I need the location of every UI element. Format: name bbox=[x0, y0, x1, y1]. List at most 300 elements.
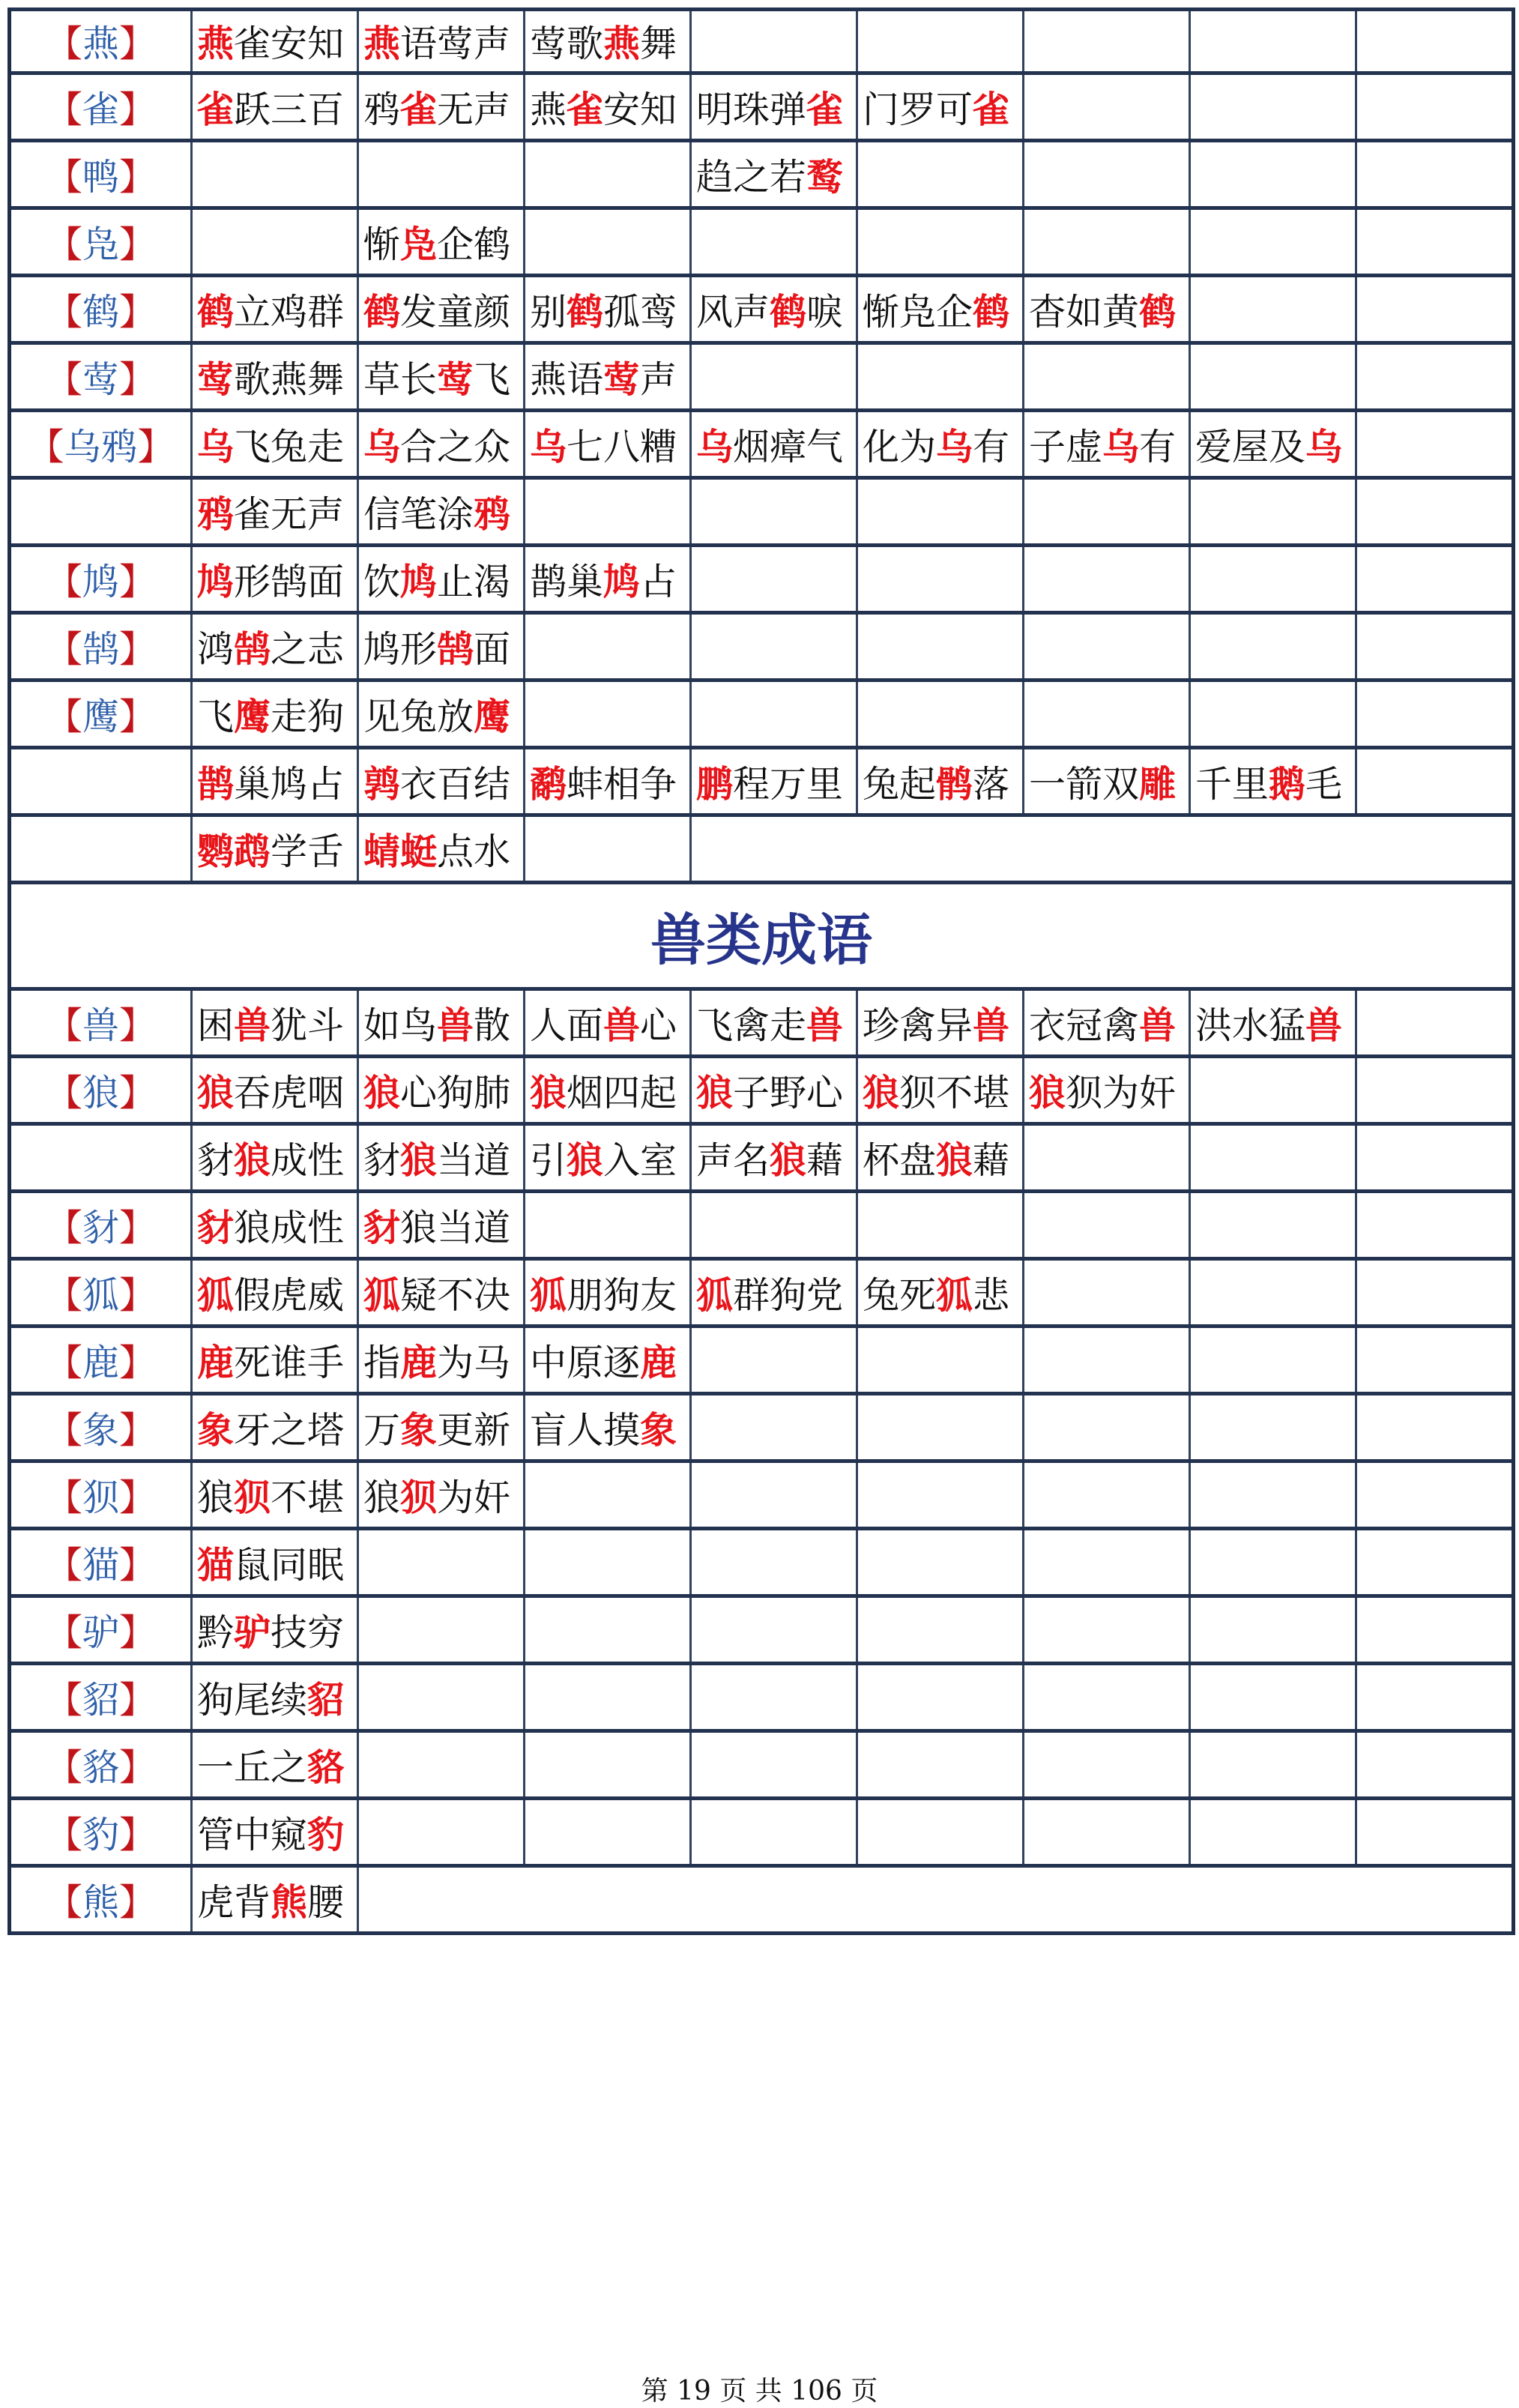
row-header-char: 【 狈 】 bbox=[11, 1463, 193, 1527]
idiom-cell bbox=[525, 1193, 692, 1257]
idiom-text: 困 bbox=[197, 1004, 235, 1047]
highlighted-char: 鹊 bbox=[197, 761, 235, 806]
idiom-cell bbox=[692, 1800, 858, 1864]
highlighted-char: 鹿 bbox=[640, 1340, 677, 1384]
highlighted-char: 象 bbox=[640, 1407, 677, 1452]
idiom-cell bbox=[692, 210, 858, 274]
idiom-text: 成性 bbox=[271, 1138, 345, 1182]
highlighted-char: 乌 bbox=[1102, 424, 1140, 468]
idiom-text: 狼 bbox=[197, 1476, 235, 1519]
highlighted-char: 狐 bbox=[197, 1273, 235, 1317]
highlighted-char: 燕 bbox=[197, 22, 235, 65]
highlighted-char: 驴 bbox=[234, 1610, 271, 1654]
idiom-text: 声 bbox=[640, 357, 677, 401]
table-row bbox=[11, 1126, 1512, 1193]
highlighted-char: 狼 bbox=[363, 1070, 401, 1114]
row-header-char: 【 猫 】 bbox=[11, 1530, 193, 1594]
highlighted-char: 象 bbox=[400, 1407, 438, 1452]
row-header-char: 【 貂 】 bbox=[11, 1665, 193, 1729]
highlighted-char: 狼 bbox=[770, 1138, 807, 1182]
idiom-text: 飞 bbox=[474, 357, 511, 401]
highlighted-char: 狈 bbox=[234, 1475, 271, 1519]
idiom-cell bbox=[1024, 277, 1191, 341]
idiom-cell bbox=[1191, 1193, 1357, 1257]
idiom-cell bbox=[1024, 1598, 1191, 1662]
idiom-cell bbox=[692, 1463, 858, 1527]
highlighted-char: 鹤 bbox=[567, 289, 604, 334]
idiom-cell bbox=[858, 1665, 1024, 1729]
idiom-cell bbox=[193, 991, 359, 1054]
idiom-cell bbox=[1191, 1058, 1357, 1122]
idiom-cell bbox=[858, 991, 1024, 1054]
row-header-char: 【 雀 】 bbox=[11, 75, 193, 139]
idiom-cell bbox=[1357, 412, 1519, 476]
idiom-cell bbox=[525, 142, 692, 206]
highlighted-char: 鹅 bbox=[1269, 761, 1306, 806]
idiom-text: 管中窥 bbox=[197, 1813, 308, 1856]
table-row bbox=[11, 1328, 1512, 1395]
idiom-text: 立鸡群 bbox=[234, 290, 345, 334]
idiom-text: 腰 bbox=[307, 1880, 345, 1924]
idiom-text: 燕语 bbox=[530, 357, 604, 401]
idiom-cell bbox=[1357, 615, 1519, 678]
idiom-text: 鸦 bbox=[363, 88, 401, 131]
idiom-text: 吞虎咽 bbox=[234, 1071, 345, 1114]
idiom-text: 有 bbox=[973, 425, 1010, 468]
idiom-text: 散 bbox=[474, 1004, 511, 1047]
highlighted-char: 狼 bbox=[567, 1138, 604, 1182]
table-row bbox=[11, 277, 1512, 345]
highlighted-char: 鹄 bbox=[437, 627, 474, 671]
idiom-cell bbox=[359, 547, 525, 611]
row-header-char bbox=[11, 1126, 193, 1189]
idiom-cell bbox=[692, 1665, 858, 1729]
idiom-cell bbox=[525, 11, 692, 71]
highlighted-char: 鹄 bbox=[234, 627, 271, 671]
idiom-cell bbox=[1191, 142, 1357, 206]
idiom-text: 衣冠禽 bbox=[1029, 1004, 1140, 1047]
idiom-cell bbox=[858, 1328, 1024, 1392]
idiom-cell bbox=[1024, 1126, 1191, 1189]
idiom-text: 珍禽异 bbox=[863, 1004, 973, 1047]
idiom-text: 学舌 bbox=[271, 830, 345, 873]
idiom-cell bbox=[193, 1463, 359, 1527]
idiom-cell bbox=[359, 991, 525, 1054]
idiom-text: 杳如黄 bbox=[1029, 290, 1140, 334]
highlighted-char: 燕 bbox=[363, 22, 401, 65]
idiom-cell bbox=[1191, 1463, 1357, 1527]
idiom-text: 企鹤 bbox=[437, 223, 511, 266]
highlighted-char: 狼 bbox=[696, 1070, 734, 1114]
idiom-cell bbox=[1357, 1800, 1519, 1864]
row-header-char: 【 驴 】 bbox=[11, 1598, 193, 1662]
highlighted-char: 兽 bbox=[234, 1003, 271, 1047]
idiom-cell bbox=[1024, 412, 1191, 476]
highlighted-char: 乌 bbox=[1305, 424, 1343, 468]
idiom-text: 鹊巢 bbox=[530, 560, 604, 603]
idiom-text: 心狗肺 bbox=[400, 1071, 511, 1114]
table-row bbox=[11, 991, 1512, 1058]
table-row bbox=[11, 1058, 1512, 1126]
idiom-cell bbox=[1357, 682, 1519, 746]
idiom-text: 狼 bbox=[363, 1476, 401, 1519]
table-row bbox=[11, 345, 1512, 412]
idiom-cell bbox=[359, 1800, 525, 1864]
row-header-char: 【 豺 】 bbox=[11, 1193, 193, 1257]
idiom-cell bbox=[1191, 1328, 1357, 1392]
idiom-cell bbox=[692, 1530, 858, 1594]
idiom-cell bbox=[359, 142, 525, 206]
table-row bbox=[11, 1733, 1512, 1800]
highlighted-char: 兽 bbox=[1305, 1003, 1343, 1047]
idiom-cell bbox=[525, 1665, 692, 1729]
row-header-char: 【 凫 】 bbox=[11, 210, 193, 274]
idiom-cell bbox=[525, 1058, 692, 1122]
idiom-text: 子虚 bbox=[1029, 425, 1103, 468]
idiom-cell bbox=[193, 1058, 359, 1122]
idiom-text: 虎背 bbox=[197, 1880, 271, 1924]
idiom-text: 安知 bbox=[603, 88, 677, 131]
idiom-cell bbox=[692, 1126, 858, 1189]
idiom-text: 悲 bbox=[973, 1273, 1010, 1317]
idiom-cell bbox=[1357, 1733, 1519, 1796]
idiom-text: 合之众 bbox=[400, 425, 511, 468]
beast-section-heading bbox=[7, 884, 1515, 991]
highlighted-char: 鹘 bbox=[936, 761, 973, 806]
highlighted-char: 熊 bbox=[271, 1880, 308, 1924]
idiom-text: 烟瘴气 bbox=[733, 425, 844, 468]
bird-idioms-section bbox=[7, 7, 1515, 884]
row-header-char: 【 鹿 】 bbox=[11, 1328, 193, 1392]
idiom-cell bbox=[1191, 615, 1357, 678]
idiom-cell bbox=[1357, 1463, 1519, 1527]
idiom-cell bbox=[1191, 682, 1357, 746]
table-row bbox=[11, 615, 1512, 682]
idiom-text: 飞禽走 bbox=[696, 1004, 807, 1047]
idiom-cell bbox=[1357, 1395, 1519, 1459]
highlighted-char: 狐 bbox=[530, 1273, 567, 1317]
highlighted-char: 莺 bbox=[437, 357, 474, 401]
idiom-text: 孤鸾 bbox=[603, 290, 677, 334]
idiom-cell bbox=[359, 1530, 525, 1594]
idiom-text: 蚌相争 bbox=[567, 762, 677, 806]
idiom-cell bbox=[525, 1126, 692, 1189]
idiom-cell bbox=[1357, 1058, 1519, 1122]
row-header-char: 【 狼 】 bbox=[11, 1058, 193, 1122]
idiom-text: 入室 bbox=[603, 1138, 677, 1182]
idiom-cell bbox=[525, 277, 692, 341]
idiom-text: 衣百结 bbox=[400, 762, 511, 806]
idiom-cell bbox=[692, 75, 858, 139]
idiom-cell bbox=[359, 75, 525, 139]
idiom-cell bbox=[359, 210, 525, 274]
idiom-cell bbox=[1357, 75, 1519, 139]
highlighted-char: 鹤 bbox=[1139, 289, 1177, 334]
idiom-text: 有 bbox=[1139, 425, 1177, 468]
idiom-cell bbox=[1191, 11, 1357, 71]
idiom-cell bbox=[858, 412, 1024, 476]
idiom-text: 藉 bbox=[973, 1138, 1010, 1182]
idiom-cell bbox=[359, 1665, 525, 1729]
idiom-text: 无声 bbox=[437, 88, 511, 131]
idiom-text: 跃三百 bbox=[234, 88, 345, 131]
idiom-text: 指 bbox=[363, 1341, 401, 1384]
table-row bbox=[11, 1868, 1512, 1935]
highlighted-char: 鹤 bbox=[363, 289, 401, 334]
idiom-cell bbox=[692, 480, 858, 543]
row-header-char: 【 兽 】 bbox=[11, 991, 193, 1054]
idiom-cell bbox=[858, 210, 1024, 274]
idiom-cell bbox=[858, 1530, 1024, 1594]
highlighted-char: 鹰 bbox=[234, 694, 271, 738]
idiom-cell bbox=[1357, 1261, 1519, 1324]
idiom-cell bbox=[525, 1395, 692, 1459]
idiom-text: 狼成性 bbox=[234, 1206, 345, 1249]
highlighted-char: 鹑 bbox=[363, 761, 401, 806]
idiom-text: 藉 bbox=[806, 1138, 844, 1182]
idiom-text: 唳 bbox=[806, 290, 844, 334]
idiom-cell bbox=[193, 1261, 359, 1324]
idiom-cell bbox=[1024, 1328, 1191, 1392]
idiom-cell bbox=[1024, 210, 1191, 274]
idiom-cell bbox=[1191, 1530, 1357, 1594]
idiom-cell bbox=[525, 1463, 692, 1527]
idiom-text: 疑不决 bbox=[400, 1273, 511, 1317]
table-row bbox=[11, 1665, 1512, 1733]
idiom-cell bbox=[858, 749, 1024, 813]
idiom-cell bbox=[1024, 11, 1191, 71]
idiom-cell bbox=[858, 142, 1024, 206]
highlighted-char: 兽 bbox=[1139, 1003, 1177, 1047]
highlighted-char: 狼 bbox=[936, 1138, 973, 1182]
highlighted-char: 鹤 bbox=[197, 289, 235, 334]
highlighted-char: 乌 bbox=[197, 424, 235, 468]
idiom-text: 假虎威 bbox=[234, 1273, 345, 1317]
highlighted-char: 兽 bbox=[437, 1003, 474, 1047]
idiom-text: 面 bbox=[474, 627, 511, 671]
idiom-text: 万 bbox=[363, 1408, 401, 1452]
idiom-cell bbox=[692, 817, 1357, 881]
idiom-cell bbox=[858, 480, 1024, 543]
idiom-cell bbox=[858, 682, 1024, 746]
highlighted-char: 兽 bbox=[603, 1003, 641, 1047]
idiom-cell bbox=[193, 1126, 359, 1189]
idiom-cell bbox=[359, 277, 525, 341]
idiom-text: 爱屋及 bbox=[1195, 425, 1306, 468]
idiom-cell bbox=[692, 1395, 858, 1459]
idiom-cell bbox=[1191, 1733, 1357, 1796]
idiom-cell bbox=[1024, 1193, 1191, 1257]
idiom-text: 占 bbox=[640, 560, 677, 603]
idiom-cell bbox=[858, 615, 1024, 678]
idiom-text: 信笔涂 bbox=[363, 492, 474, 536]
row-header-char bbox=[11, 480, 193, 543]
idiom-text: 发童颜 bbox=[400, 290, 511, 334]
idiom-cell bbox=[692, 1328, 858, 1392]
idiom-cell bbox=[1024, 142, 1191, 206]
idiom-text: 雀安知 bbox=[234, 22, 345, 65]
idiom-text: 兔起 bbox=[863, 762, 937, 806]
highlighted-char: 雕 bbox=[1139, 761, 1177, 806]
idiom-text: 飞兔走 bbox=[234, 425, 345, 468]
highlighted-char: 雀 bbox=[197, 87, 235, 131]
idiom-cell bbox=[858, 1058, 1024, 1122]
table-row bbox=[11, 1598, 1512, 1665]
idiom-cell bbox=[359, 1463, 525, 1527]
idiom-text: 趋之若 bbox=[696, 155, 807, 199]
idiom-text: 狈为奸 bbox=[1066, 1071, 1177, 1114]
idiom-text: 化为 bbox=[863, 425, 937, 468]
row-header-char: 【 鸭 】 bbox=[11, 142, 193, 206]
idiom-text: 惭 bbox=[363, 223, 401, 266]
idiom-cell bbox=[193, 817, 359, 881]
highlighted-char: 狐 bbox=[696, 1273, 734, 1317]
idiom-cell bbox=[359, 1598, 525, 1662]
idiom-cell bbox=[1191, 1800, 1357, 1864]
idiom-text: 舞 bbox=[640, 22, 677, 65]
idiom-cell bbox=[1024, 1463, 1191, 1527]
idiom-cell bbox=[525, 1598, 692, 1662]
idiom-cell bbox=[193, 75, 359, 139]
idiom-cell bbox=[525, 210, 692, 274]
table-row bbox=[11, 480, 1512, 547]
idiom-cell bbox=[858, 1733, 1024, 1796]
table-row bbox=[11, 75, 1512, 142]
idiom-cell bbox=[525, 615, 692, 678]
idiom-text: 一丘之 bbox=[197, 1745, 308, 1789]
idiom-text: 子野心 bbox=[733, 1071, 844, 1114]
row-header-char: 【 貉 】 bbox=[11, 1733, 193, 1796]
highlighted-char: 豹 bbox=[307, 1812, 345, 1856]
idiom-text: 为奸 bbox=[437, 1476, 511, 1519]
idiom-cell bbox=[692, 682, 858, 746]
idiom-cell bbox=[193, 1598, 359, 1662]
idiom-cell bbox=[1357, 1598, 1519, 1662]
idiom-cell bbox=[193, 615, 359, 678]
idiom-cell bbox=[193, 547, 359, 611]
idiom-cell bbox=[193, 1733, 359, 1796]
table-row bbox=[11, 547, 1512, 615]
idiom-cell bbox=[858, 1800, 1024, 1864]
idiom-text: 点水 bbox=[437, 830, 511, 873]
idiom-cell bbox=[193, 11, 359, 71]
idiom-text: 人面 bbox=[530, 1004, 604, 1047]
idiom-cell bbox=[692, 412, 858, 476]
idiom-cell bbox=[692, 11, 858, 71]
highlighted-char: 狼 bbox=[400, 1138, 438, 1182]
idiom-text: 落 bbox=[973, 762, 1010, 806]
highlighted-char: 凫 bbox=[400, 222, 438, 266]
idiom-cell bbox=[525, 1261, 692, 1324]
idiom-cell bbox=[359, 817, 525, 881]
idiom-cell bbox=[1191, 547, 1357, 611]
idiom-text: 七八糟 bbox=[567, 425, 677, 468]
idiom-cell bbox=[359, 480, 525, 543]
idiom-cell bbox=[692, 142, 858, 206]
highlighted-char: 狼 bbox=[1029, 1070, 1066, 1114]
idiom-cell bbox=[858, 1126, 1024, 1189]
idiom-text: 别 bbox=[530, 290, 567, 334]
idiom-text: 更新 bbox=[437, 1408, 511, 1452]
table-row bbox=[11, 1463, 1512, 1530]
idiom-cell bbox=[359, 1193, 525, 1257]
highlighted-char: 乌 bbox=[530, 424, 567, 468]
highlighted-char: 莺 bbox=[603, 357, 641, 401]
idiom-text: 技穷 bbox=[271, 1611, 345, 1654]
beast-idioms-section bbox=[7, 991, 1515, 1935]
highlighted-char: 鹤 bbox=[770, 289, 807, 334]
idiom-text: 心 bbox=[640, 1004, 677, 1047]
idiom-cell bbox=[193, 277, 359, 341]
highlighted-char: 鸦 bbox=[474, 492, 511, 536]
highlighted-char: 鸠 bbox=[197, 559, 235, 603]
idiom-text: 门罗可 bbox=[863, 88, 973, 131]
idiom-cell bbox=[193, 1328, 359, 1392]
idiom-text: 莺歌 bbox=[530, 22, 604, 65]
idiom-cell bbox=[1024, 1395, 1191, 1459]
idiom-cell bbox=[692, 1598, 858, 1662]
idiom-text: 巢鸠占 bbox=[234, 762, 345, 806]
idiom-cell bbox=[1357, 480, 1519, 543]
idiom-cell bbox=[1024, 1530, 1191, 1594]
idiom-cell bbox=[1024, 991, 1191, 1054]
row-header-char bbox=[11, 749, 193, 813]
idiom-text: 为马 bbox=[437, 1341, 511, 1384]
idiom-text: 燕 bbox=[530, 88, 567, 131]
idiom-cell bbox=[359, 1058, 525, 1122]
highlighted-char: 鸠 bbox=[603, 559, 641, 603]
highlighted-char: 鹏 bbox=[696, 761, 734, 806]
idiom-cell bbox=[1024, 75, 1191, 139]
highlighted-char: 豺 bbox=[363, 1205, 401, 1249]
idiom-cell bbox=[1024, 1665, 1191, 1729]
idiom-cell bbox=[1357, 547, 1519, 611]
idiom-text: 飞 bbox=[197, 695, 235, 738]
highlighted-char: 象 bbox=[197, 1407, 235, 1452]
idiom-cell bbox=[359, 1328, 525, 1392]
idiom-cell bbox=[1024, 345, 1191, 408]
idiom-cell bbox=[359, 1733, 525, 1796]
highlighted-char: 乌 bbox=[363, 424, 401, 468]
row-header-char: 【 鹤 】 bbox=[11, 277, 193, 341]
table-row bbox=[11, 682, 1512, 749]
row-header-char: 【 燕 】 bbox=[11, 11, 193, 71]
idiom-cell bbox=[858, 1395, 1024, 1459]
table-row bbox=[11, 210, 1512, 277]
idiom-cell bbox=[692, 277, 858, 341]
idiom-cell bbox=[193, 1193, 359, 1257]
idiom-cell bbox=[359, 345, 525, 408]
idiom-cell bbox=[525, 817, 692, 881]
idiom-text: 中原逐 bbox=[530, 1341, 641, 1384]
idiom-cell bbox=[1357, 749, 1519, 813]
table-row bbox=[11, 7, 1512, 75]
idiom-table-sheet bbox=[7, 7, 1515, 1935]
highlighted-char: 蜻蜓 bbox=[363, 829, 438, 873]
idiom-cell bbox=[525, 991, 692, 1054]
highlighted-char: 貂 bbox=[307, 1677, 345, 1721]
highlighted-char: 豺 bbox=[197, 1205, 235, 1249]
idiom-cell bbox=[692, 615, 858, 678]
row-header-char: 【 乌鸦 】 bbox=[11, 412, 193, 476]
idiom-text: 当道 bbox=[437, 1138, 511, 1182]
idiom-cell bbox=[1024, 1261, 1191, 1324]
idiom-text: 豺 bbox=[363, 1138, 401, 1182]
idiom-cell bbox=[692, 345, 858, 408]
idiom-cell bbox=[525, 1800, 692, 1864]
highlighted-char: 雀 bbox=[567, 87, 604, 131]
idiom-cell bbox=[1024, 749, 1191, 813]
